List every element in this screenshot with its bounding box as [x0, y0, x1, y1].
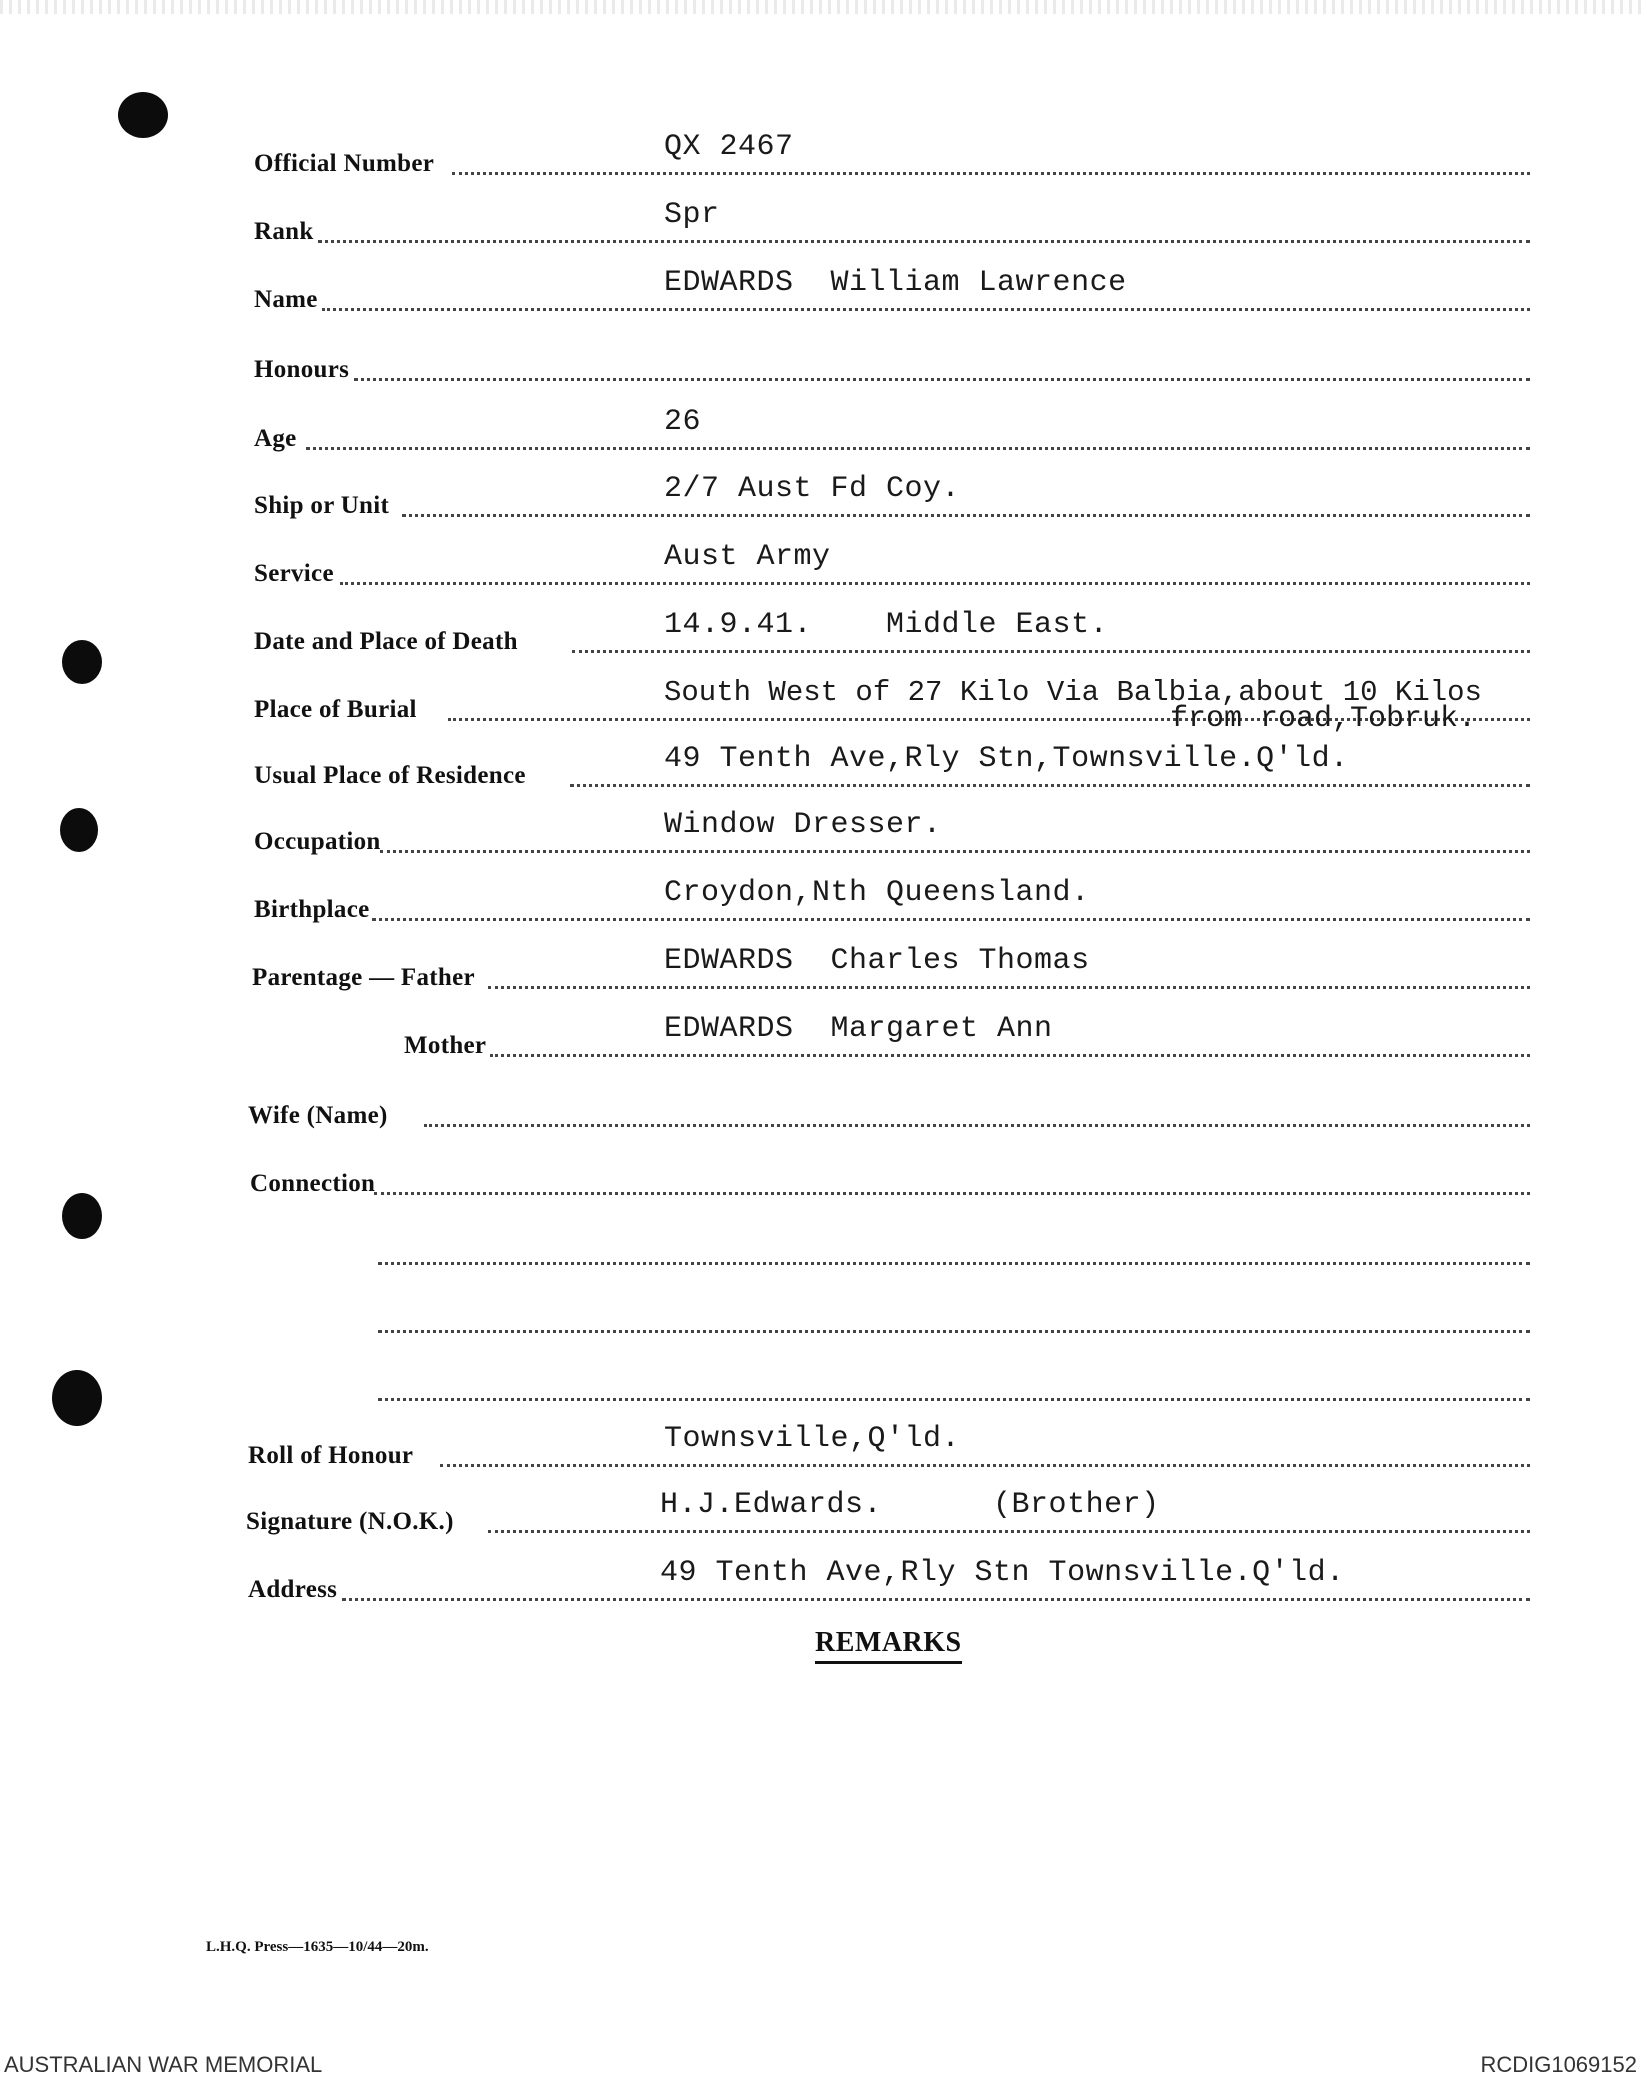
field-value: Croydon,Nth Queensland.: [664, 876, 1090, 910]
remarks-heading: REMARKS: [815, 1627, 962, 1664]
field-label: Date and Place of Death: [254, 628, 518, 655]
field-label: Address: [248, 1576, 338, 1603]
dotted-rule: [490, 1054, 1530, 1057]
dotted-rule: [372, 918, 1530, 921]
field-label: Rank: [254, 218, 314, 245]
field-rank: [0, 198, 1647, 258]
dotted-rule: [374, 1192, 1530, 1195]
field-label: Mother: [404, 1032, 487, 1059]
field-wife-name: [0, 1082, 1647, 1142]
field-roll-of-honour: [0, 1422, 1647, 1482]
field-value: Spr: [664, 198, 720, 232]
dotted-rule: [378, 1398, 1530, 1401]
field-connection-line: [0, 1220, 1647, 1280]
field-value-continued: from road,Tobruk.: [1170, 702, 1477, 736]
field-name: [0, 266, 1647, 326]
field-value: QX 2467: [664, 130, 794, 164]
field-official-number: [0, 130, 1647, 190]
scan-edge-noise: [0, 0, 1647, 14]
dotted-rule: [342, 1598, 1530, 1601]
field-place-of-burial: [0, 676, 1647, 736]
field-label: Parentage — Father: [252, 964, 475, 991]
field-value: 26: [664, 405, 702, 439]
field-honours: [0, 336, 1647, 396]
field-birthplace: [0, 876, 1647, 936]
dotted-rule: [306, 447, 1530, 450]
field-value: South West of 27 Kilo Via Balbia,about 10 Kilos: [664, 676, 1482, 709]
dotted-rule: [402, 514, 1530, 517]
dotted-rule: [440, 1464, 1530, 1467]
field-label: Service: [254, 560, 334, 587]
field-ship-or-unit: [0, 472, 1647, 532]
dotted-rule: [340, 582, 1530, 585]
field-label: Roll of Honour: [248, 1442, 414, 1469]
dotted-rule: [378, 1330, 1530, 1333]
dotted-rule: [572, 650, 1530, 653]
field-label: Occupation: [254, 828, 381, 855]
field-address: [0, 1556, 1647, 1616]
footer-record-id: RCDIG1069152: [1480, 2052, 1637, 2077]
field-label: Birthplace: [254, 896, 370, 923]
field-label: Name: [254, 286, 318, 313]
field-label: Usual Place of Residence: [254, 762, 526, 789]
field-service: [0, 540, 1647, 600]
field-value: Aust Army: [664, 540, 831, 574]
field-value: 2/7 Aust Fd Coy.: [664, 472, 961, 506]
field-date-place-of-death: [0, 608, 1647, 668]
dotted-rule: [488, 1530, 1530, 1533]
field-value: 14.9.41. Middle East.: [664, 608, 1109, 642]
field-label: Place of Burial: [254, 696, 417, 723]
dotted-rule: [424, 1124, 1530, 1127]
dotted-rule: [570, 784, 1530, 787]
dotted-rule: [378, 1262, 1530, 1265]
field-label: Age: [254, 425, 297, 452]
footer-archive-name: AUSTRALIAN WAR MEMORIAL: [4, 2052, 323, 2077]
printer-note: L.H.Q. Press—1635—10/44—20m.: [206, 1939, 429, 1955]
field-value: EDWARDS William Lawrence: [664, 266, 1127, 300]
dotted-rule: [318, 240, 1530, 243]
field-value: EDWARDS Margaret Ann: [664, 1012, 1053, 1046]
field-connection-line: [0, 1356, 1647, 1416]
dotted-rule: [488, 986, 1530, 989]
dotted-rule: [452, 172, 1530, 175]
field-signature-nok: [0, 1488, 1647, 1548]
field-occupation: [0, 808, 1647, 868]
field-label: Connection: [250, 1170, 376, 1197]
field-label: Honours: [254, 356, 350, 383]
field-connection-line: [0, 1288, 1647, 1348]
dotted-rule: [380, 850, 1530, 853]
field-label: Official Number: [254, 150, 435, 177]
field-parentage-father: [0, 944, 1647, 1004]
field-value: Townsville,Q'ld.: [664, 1422, 961, 1456]
field-value: Window Dresser.: [664, 808, 942, 842]
field-label: Wife (Name): [248, 1102, 388, 1129]
dotted-rule: [322, 308, 1530, 311]
field-usual-residence: [0, 742, 1647, 802]
field-value: H.J.Edwards. (Brother): [660, 1488, 1160, 1522]
field-age: [0, 405, 1647, 465]
field-label: Ship or Unit: [254, 492, 390, 519]
field-value: EDWARDS Charles Thomas: [664, 944, 1090, 978]
dotted-rule: [354, 378, 1530, 381]
field-connection: [0, 1150, 1647, 1210]
field-value: 49 Tenth Ave,Rly Stn Townsville.Q'ld.: [660, 1556, 1345, 1590]
field-value: 49 Tenth Ave,Rly Stn,Townsville.Q'ld.: [664, 742, 1349, 776]
field-label: Signature (N.O.K.): [246, 1508, 454, 1535]
field-parentage-mother: [0, 1012, 1647, 1072]
